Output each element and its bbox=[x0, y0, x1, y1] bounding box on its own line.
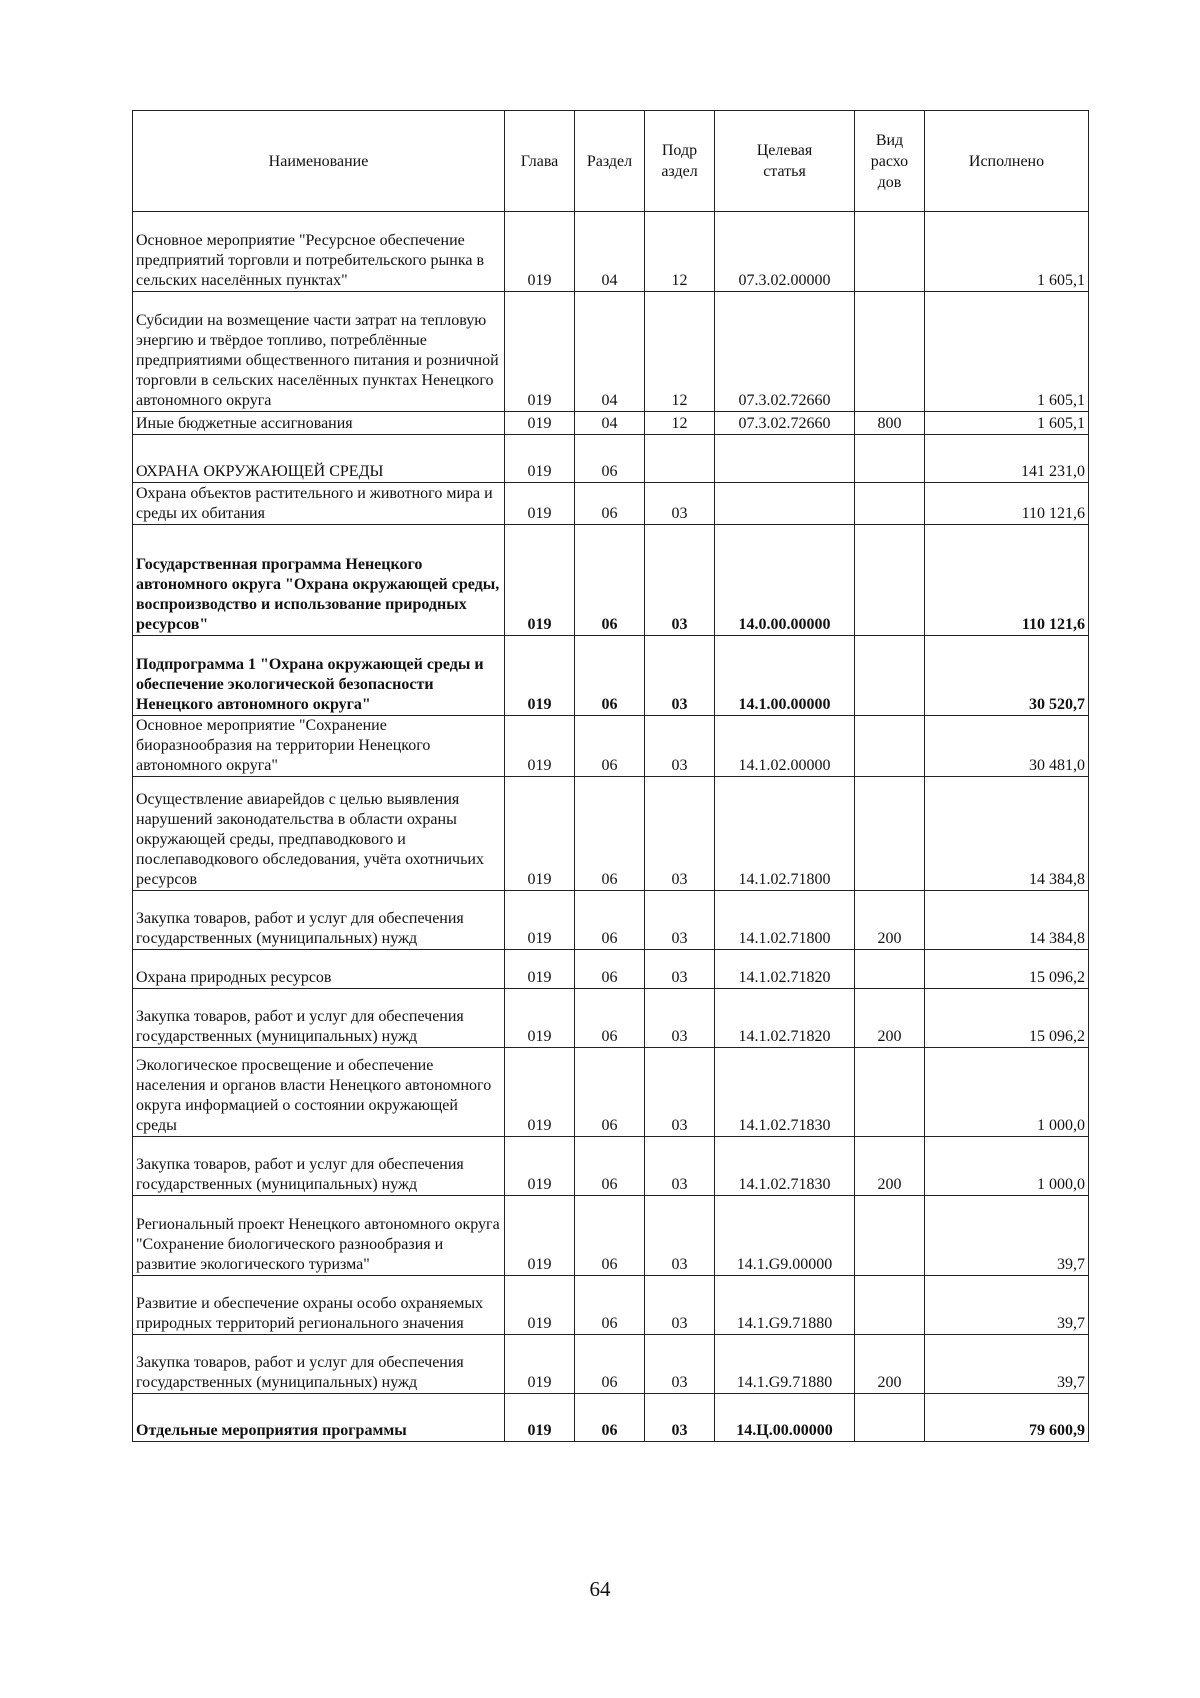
cell-podrazdel: 03 bbox=[645, 1137, 715, 1196]
cell-razdel: 04 bbox=[575, 292, 645, 412]
cell-podrazdel: 03 bbox=[645, 716, 715, 777]
cell-razdel: 06 bbox=[575, 989, 645, 1048]
cell-podrazdel: 12 bbox=[645, 412, 715, 435]
cell-ispolneno: 79 600,9 bbox=[925, 1394, 1089, 1442]
cell-razdel: 06 bbox=[575, 716, 645, 777]
cell-vid bbox=[855, 1048, 925, 1137]
cell-vid bbox=[855, 950, 925, 989]
cell-tselevaya: 14.1.G9.71880 bbox=[715, 1276, 855, 1335]
cell-ispolneno: 30 520,7 bbox=[925, 636, 1089, 716]
cell-ispolneno: 14 384,8 bbox=[925, 891, 1089, 950]
cell-name: Осуществление авиарейдов с целью выявления нарушений законодательства в области охраны окружающей среды, предпаводкового и послепаводкового обследования, учёта охотничьих ресурсов bbox=[133, 777, 505, 891]
cell-glava: 019 bbox=[505, 1335, 575, 1394]
cell-ispolneno: 39,7 bbox=[925, 1276, 1089, 1335]
cell-glava: 019 bbox=[505, 1048, 575, 1137]
cell-vid bbox=[855, 777, 925, 891]
cell-razdel: 06 bbox=[575, 1196, 645, 1276]
cell-podrazdel: 12 bbox=[645, 212, 715, 292]
table-row bbox=[133, 1394, 1089, 1442]
cell-glava: 019 bbox=[505, 1394, 575, 1442]
cell-ispolneno: 1 000,0 bbox=[925, 1048, 1089, 1137]
cell-glava: 019 bbox=[505, 435, 575, 483]
table-row bbox=[133, 412, 1089, 435]
cell-podrazdel: 03 bbox=[645, 1394, 715, 1442]
cell-tselevaya bbox=[715, 435, 855, 483]
table-body bbox=[133, 212, 1089, 1442]
cell-name: Охрана объектов растительного и животного мира и среды их обитания bbox=[133, 483, 505, 525]
cell-podrazdel: 03 bbox=[645, 1048, 715, 1137]
cell-ispolneno: 39,7 bbox=[925, 1196, 1089, 1276]
table-row bbox=[133, 292, 1089, 412]
cell-tselevaya: 07.3.02.00000 bbox=[715, 212, 855, 292]
header-podrazdel: Подр аздел bbox=[645, 111, 715, 212]
cell-glava: 019 bbox=[505, 412, 575, 435]
cell-name: Региональный проект Ненецкого автономного округа "Сохранение биологического разнообразия и развитие экологического туризма" bbox=[133, 1196, 505, 1276]
cell-tselevaya: 14.1.02.71800 bbox=[715, 891, 855, 950]
cell-podrazdel: 03 bbox=[645, 1196, 715, 1276]
cell-razdel: 06 bbox=[575, 950, 645, 989]
cell-tselevaya: 14.1.02.71830 bbox=[715, 1137, 855, 1196]
cell-glava: 019 bbox=[505, 212, 575, 292]
cell-podrazdel: 03 bbox=[645, 1276, 715, 1335]
table-row bbox=[133, 525, 1089, 636]
table-row bbox=[133, 777, 1089, 891]
cell-tselevaya bbox=[715, 483, 855, 525]
cell-glava: 019 bbox=[505, 1196, 575, 1276]
table-row bbox=[133, 950, 1089, 989]
cell-name: Развитие и обеспечение охраны особо охраняемых природных территорий регионального значения bbox=[133, 1276, 505, 1335]
cell-ispolneno: 110 121,6 bbox=[925, 525, 1089, 636]
cell-name: Иные бюджетные ассигнования bbox=[133, 412, 505, 435]
cell-ispolneno: 1 605,1 bbox=[925, 212, 1089, 292]
cell-razdel: 06 bbox=[575, 1137, 645, 1196]
cell-razdel: 06 bbox=[575, 777, 645, 891]
cell-vid: 200 bbox=[855, 1137, 925, 1196]
cell-vid bbox=[855, 212, 925, 292]
cell-vid bbox=[855, 483, 925, 525]
cell-name: Закупка товаров, работ и услуг для обеспечения государственных (муниципальных) нужд bbox=[133, 1335, 505, 1394]
cell-tselevaya: 14.0.00.00000 bbox=[715, 525, 855, 636]
table-row bbox=[133, 891, 1089, 950]
cell-tselevaya: 14.1.02.71820 bbox=[715, 950, 855, 989]
cell-vid: 800 bbox=[855, 412, 925, 435]
table-row bbox=[133, 1335, 1089, 1394]
cell-name: Охрана природных ресурсов bbox=[133, 950, 505, 989]
cell-vid bbox=[855, 292, 925, 412]
page-number: 64 bbox=[589, 1577, 611, 1601]
cell-podrazdel: 03 bbox=[645, 525, 715, 636]
cell-podrazdel: 03 bbox=[645, 483, 715, 525]
header-row bbox=[133, 111, 1089, 212]
cell-razdel: 06 bbox=[575, 636, 645, 716]
cell-podrazdel: 03 bbox=[645, 777, 715, 891]
cell-name: Экологическое просвещение и обеспечение населения и органов власти Ненецкого автономного округа информацией о состоянии окружающей среды bbox=[133, 1048, 505, 1137]
cell-glava: 019 bbox=[505, 989, 575, 1048]
table-row bbox=[133, 636, 1089, 716]
cell-ispolneno: 110 121,6 bbox=[925, 483, 1089, 525]
cell-razdel: 06 bbox=[575, 1335, 645, 1394]
cell-ispolneno: 15 096,2 bbox=[925, 950, 1089, 989]
table-row bbox=[133, 1276, 1089, 1335]
cell-tselevaya: 14.1.02.71820 bbox=[715, 989, 855, 1048]
cell-glava: 019 bbox=[505, 1137, 575, 1196]
cell-razdel: 06 bbox=[575, 1048, 645, 1137]
cell-podrazdel: 03 bbox=[645, 891, 715, 950]
cell-vid bbox=[855, 716, 925, 777]
header-vid: Вид расхо дов bbox=[855, 111, 925, 212]
table-row bbox=[133, 483, 1089, 525]
table-row bbox=[133, 989, 1089, 1048]
cell-glava: 019 bbox=[505, 292, 575, 412]
cell-ispolneno: 141 231,0 bbox=[925, 435, 1089, 483]
cell-tselevaya: 14.1.02.71800 bbox=[715, 777, 855, 891]
cell-podrazdel: 03 bbox=[645, 950, 715, 989]
table-row bbox=[133, 1196, 1089, 1276]
cell-razdel: 04 bbox=[575, 412, 645, 435]
cell-name: Отдельные мероприятия программы bbox=[133, 1394, 505, 1442]
cell-name: ОХРАНА ОКРУЖАЮЩЕЙ СРЕДЫ bbox=[133, 435, 505, 483]
cell-podrazdel: 03 bbox=[645, 636, 715, 716]
cell-glava: 019 bbox=[505, 525, 575, 636]
header-glava: Глава bbox=[505, 111, 575, 212]
cell-razdel: 06 bbox=[575, 891, 645, 950]
budget-table bbox=[132, 110, 1089, 1442]
cell-razdel: 06 bbox=[575, 483, 645, 525]
cell-tselevaya: 14.1.G9.71880 bbox=[715, 1335, 855, 1394]
cell-glava: 019 bbox=[505, 483, 575, 525]
cell-name: Основное мероприятие "Ресурсное обеспечение предприятий торговли и потребительского рынка в сельских населённых пунктах" bbox=[133, 212, 505, 292]
header-tselevaya: Целевая статья bbox=[715, 111, 855, 212]
cell-ispolneno: 14 384,8 bbox=[925, 777, 1089, 891]
cell-ispolneno: 1 605,1 bbox=[925, 292, 1089, 412]
cell-vid bbox=[855, 435, 925, 483]
cell-podrazdel: 03 bbox=[645, 1335, 715, 1394]
header-name: Наименование bbox=[133, 111, 505, 212]
cell-glava: 019 bbox=[505, 777, 575, 891]
cell-name: Основное мероприятие "Сохранение биоразнообразия на территории Ненецкого автономного округа" bbox=[133, 716, 505, 777]
cell-name: Закупка товаров, работ и услуг для обеспечения государственных (муниципальных) нужд bbox=[133, 989, 505, 1048]
cell-razdel: 06 bbox=[575, 1276, 645, 1335]
cell-vid bbox=[855, 1276, 925, 1335]
table-row bbox=[133, 212, 1089, 292]
cell-ispolneno: 30 481,0 bbox=[925, 716, 1089, 777]
table-row bbox=[133, 716, 1089, 777]
cell-ispolneno: 1 605,1 bbox=[925, 412, 1089, 435]
cell-vid: 200 bbox=[855, 1335, 925, 1394]
cell-podrazdel bbox=[645, 435, 715, 483]
cell-name: Закупка товаров, работ и услуг для обеспечения государственных (муниципальных) нужд bbox=[133, 1137, 505, 1196]
cell-glava: 019 bbox=[505, 1276, 575, 1335]
cell-podrazdel: 12 bbox=[645, 292, 715, 412]
header-ispolneno: Исполнено bbox=[925, 111, 1089, 212]
cell-name: Подпрограмма 1 "Охрана окружающей среды и обеспечение экологической безопасности Ненецкого автономного округа" bbox=[133, 636, 505, 716]
cell-glava: 019 bbox=[505, 950, 575, 989]
cell-vid: 200 bbox=[855, 989, 925, 1048]
cell-tselevaya: 07.3.02.72660 bbox=[715, 412, 855, 435]
cell-name: Субсидии на возмещение части затрат на тепловую энергию и твёрдое топливо, потреблённые предприятиями общественного питания и розничной торговли в сельских населённых пунктах Ненецкого автономного округа bbox=[133, 292, 505, 412]
table-row bbox=[133, 435, 1089, 483]
cell-tselevaya: 14.1.02.71830 bbox=[715, 1048, 855, 1137]
header-razdel: Раздел bbox=[575, 111, 645, 212]
cell-glava: 019 bbox=[505, 716, 575, 777]
cell-tselevaya: 14.1.G9.00000 bbox=[715, 1196, 855, 1276]
cell-vid bbox=[855, 1394, 925, 1442]
cell-vid: 200 bbox=[855, 891, 925, 950]
cell-ispolneno: 15 096,2 bbox=[925, 989, 1089, 1048]
cell-tselevaya: 14.1.00.00000 bbox=[715, 636, 855, 716]
cell-glava: 019 bbox=[505, 891, 575, 950]
cell-name: Закупка товаров, работ и услуг для обеспечения государственных (муниципальных) нужд bbox=[133, 891, 505, 950]
cell-razdel: 06 bbox=[575, 435, 645, 483]
table-row bbox=[133, 1048, 1089, 1137]
cell-podrazdel: 03 bbox=[645, 989, 715, 1048]
cell-vid bbox=[855, 636, 925, 716]
cell-razdel: 04 bbox=[575, 212, 645, 292]
cell-name: Государственная программа Ненецкого автономного округа "Охрана окружающей среды, воспроизводство и использование природных ресурсов" bbox=[133, 525, 505, 636]
cell-vid bbox=[855, 525, 925, 636]
cell-tselevaya: 14.1.02.00000 bbox=[715, 716, 855, 777]
cell-tselevaya: 07.3.02.72660 bbox=[715, 292, 855, 412]
cell-glava: 019 bbox=[505, 636, 575, 716]
table-row bbox=[133, 1137, 1089, 1196]
cell-vid bbox=[855, 1196, 925, 1276]
cell-tselevaya: 14.Ц.00.00000 bbox=[715, 1394, 855, 1442]
cell-razdel: 06 bbox=[575, 525, 645, 636]
cell-ispolneno: 1 000,0 bbox=[925, 1137, 1089, 1196]
cell-razdel: 06 bbox=[575, 1394, 645, 1442]
cell-ispolneno: 39,7 bbox=[925, 1335, 1089, 1394]
